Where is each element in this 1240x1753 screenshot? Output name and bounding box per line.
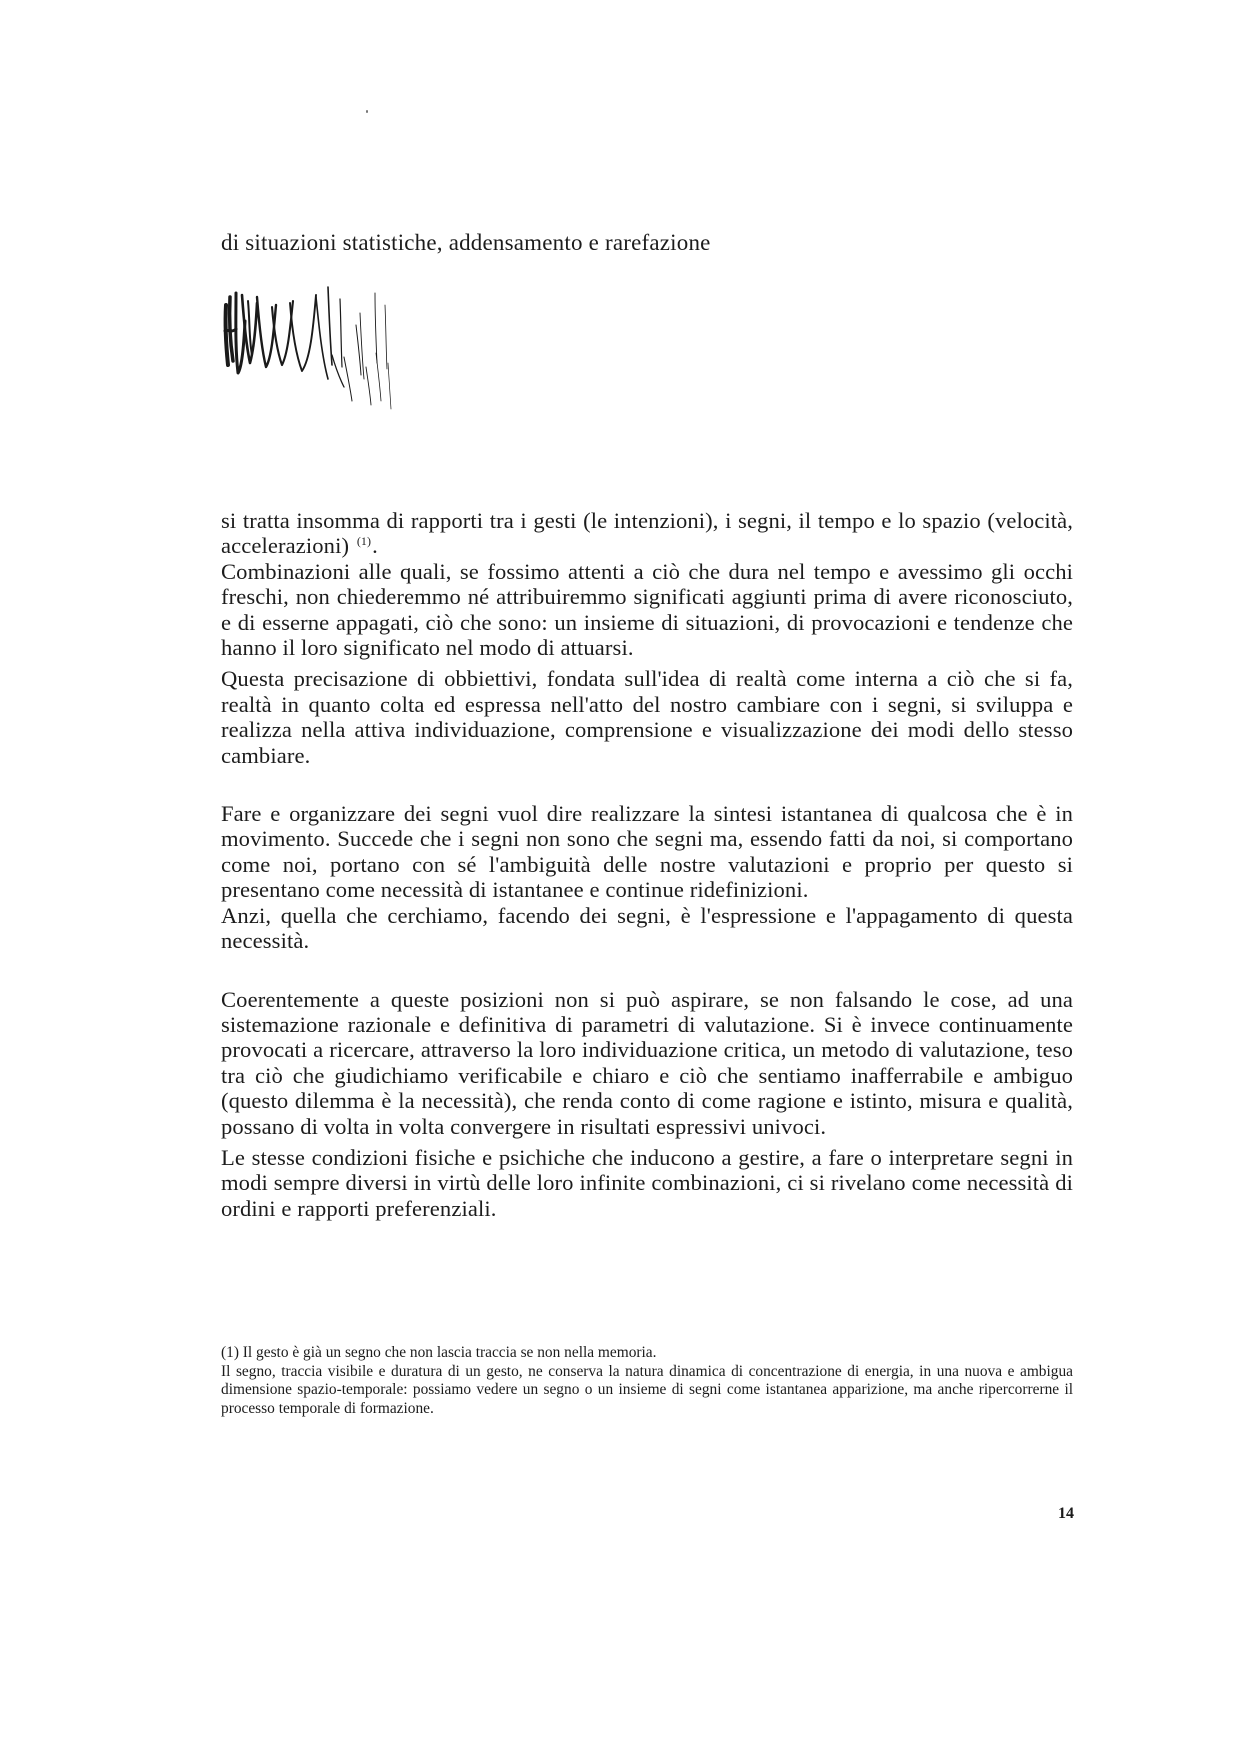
footnote-1-line-1: (1) Il gesto è già un segno che non lascia traccia se non nella memoria. <box>221 1344 657 1361</box>
paragraph: Le stesse condizioni fisiche e psichiche che inducono a gestire, a fare o interpretare segni in modi sempre diversi in virtù delle loro infinite combinazioni, ci si rivelano come necessità di ordini e rapporti preferenziali. <box>221 1144 1073 1221</box>
paper-speck <box>366 110 368 113</box>
paragraph: Anzi, quella che cerchiamo, facendo dei segni, è l'espressione e l'appagamento di questa necessità. <box>221 902 1073 954</box>
paragraph: Fare e organizzare dei segni vuol dire realizzare la sintesi istantanea di qualcosa che è in movimento. Succede che i segni non sono che segni ma, essendo fatti da noi, si comportano come noi, portano con sé l'ambiguità delle nostre valutazioni e proprio per questo si presentano come necessità di istantanee e continue ridefinizioni. <box>221 801 1073 903</box>
paragraph: Combinazioni alle quali, se fossimo attenti a ciò che dura nel tempo e avessimo gli occhi freschi, non chiederemmo né attribuiremmo significati aggiunti prima di avere riconosciuto, e di esserne appagati, ciò che sono: un insieme di situazioni, di provocazioni e tendenze che hanno il loro significato nel modo di attuarsi. <box>221 558 1073 661</box>
footnote-reference[interactable]: (1) <box>356 533 372 548</box>
gesture-sign-drawing <box>220 283 420 413</box>
paragraph: Coerentemente a queste posizioni non si può aspirare, se non falsando le cose, ad una sistemazione razionale e definitiva di parametri di valutazione. Si è invece continuamente provocati a ricercare, attraverso la loro individuazione critica, un metodo di valutazione, teso tra ciò che giudichiamo verificabile e chiaro e ciò che sentiamo inafferrabile e ambiguo (questo dilemma è la necessità), che renda conto di come ragione e istinto, misura e qualità, possano di volta in volta convergere in risultati espressivi univoci. <box>221 986 1073 1139</box>
paragraph: Questa precisazione di obbiettivi, fondata sull'idea di realtà come interna a ciò che si fa, realtà in quanto colta ed espressa nell'atto del nostro cambiare con i segni, si sviluppa e realizza nella attiva individuazione, comprensione e visualizzazione dei modi dello stesso cambiare. <box>221 666 1073 768</box>
footnotes <box>221 1344 1073 1418</box>
page-number: 14 <box>1058 1505 1074 1522</box>
paragraph: si tratta insomma di rapporti tra i gesti (le intenzioni), i segni, il tempo e lo spazio (velocità, accelerazioni) $^{(1)}$. <box>221 508 1073 559</box>
body-text <box>221 508 1073 1221</box>
footnote-1-line-2: Il segno, traccia visibile e duratura di un gesto, ne conserva la natura dinamica di concentrazione di energia, in una nuova e ambigua dimensione spazio-temporale: possiamo vedere un segno o un insieme di segni come istantanea apparizione, ma anche ripercorrerne il processo temporale di formazione. <box>221 1362 1073 1417</box>
heading-line: di situazioni statistiche, addensamento e rarefazione <box>221 230 711 255</box>
